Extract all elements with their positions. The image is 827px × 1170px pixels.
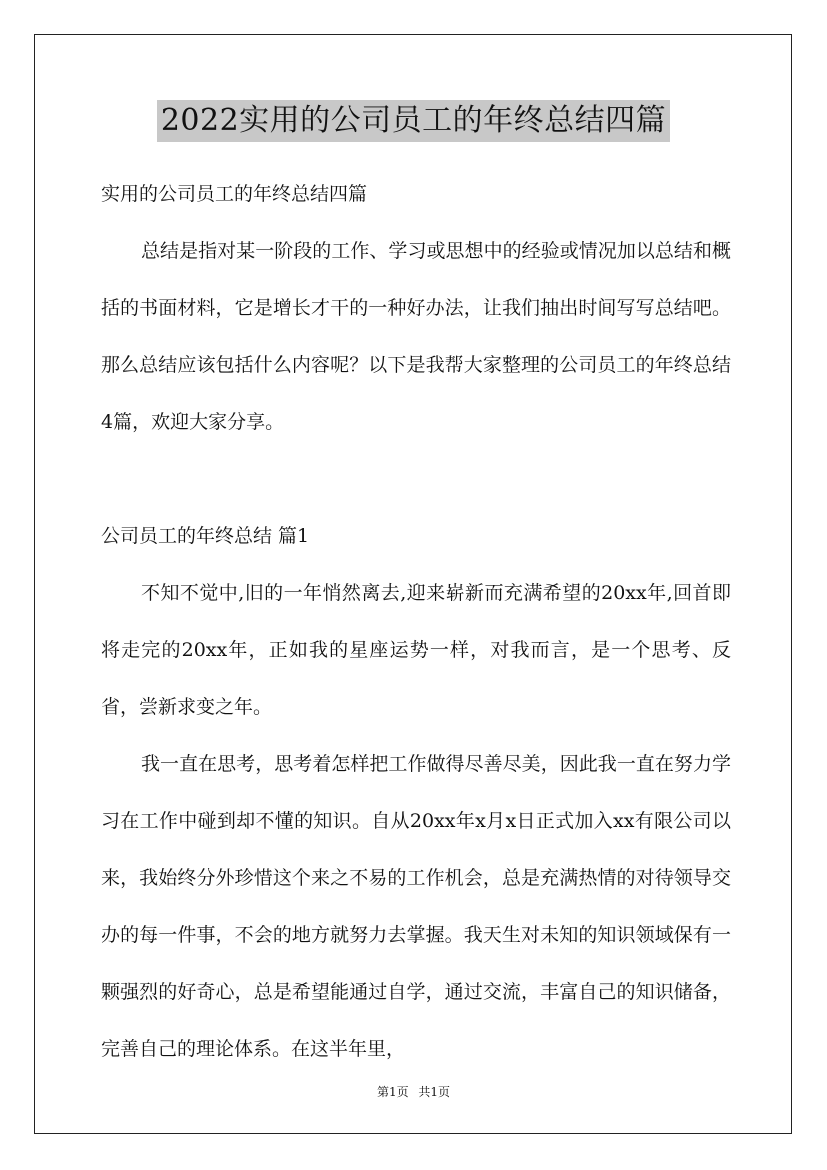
page-total: 共1页 [418, 1085, 451, 1099]
body-paragraph-1: 不知不觉中,旧的一年悄然离去,迎来崭新而充满希望的20xx年,回首即将走完的20xx年，正如我的星座运势一样，对我而言，是一个思考、反省，尝新求变之年。 [101, 582, 731, 718]
page-number: 第1页 [376, 1085, 409, 1099]
document-body [101, 166, 731, 1078]
title-container [0, 100, 827, 142]
page-footer [0, 1083, 827, 1100]
intro-paragraph: 总结是指对某一阶段的工作、学习或思想中的经验或情况加以总结和概括的书面材料，它是增长才干的一种好办法，让我们抽出时间写写总结吧。那么总结应该包括什么内容呢？以下是我帮大家整理的公司员工的年终总结4篇，欢迎大家分享。 [101, 240, 731, 433]
document-title: 2022实用的公司员工的年终总结四篇 [157, 100, 670, 142]
body-paragraph-2: 我一直在思考，思考着怎样把工作做得尽善尽美，因此我一直在努力学习在工作中碰到却不懂的知识。自从20xx年x月x日正式加入xx有限公司以来，我始终分外珍惜这个来之不易的工作机会，总是充满热情的对待领导交办的每一件事，不会的地方就努力去掌握。我天生对未知的知识领域保有一颗强烈的好奇心，总是希望能通过自学，通过交流，丰富自己的知识储备，完善自己的理论体系。在这半年里， [101, 753, 731, 1060]
section-heading: 公司员工的年终总结 篇1 [101, 525, 310, 547]
paragraph-spacer [101, 451, 731, 508]
document-subtitle: 实用的公司员工的年终总结四篇 [101, 183, 368, 205]
